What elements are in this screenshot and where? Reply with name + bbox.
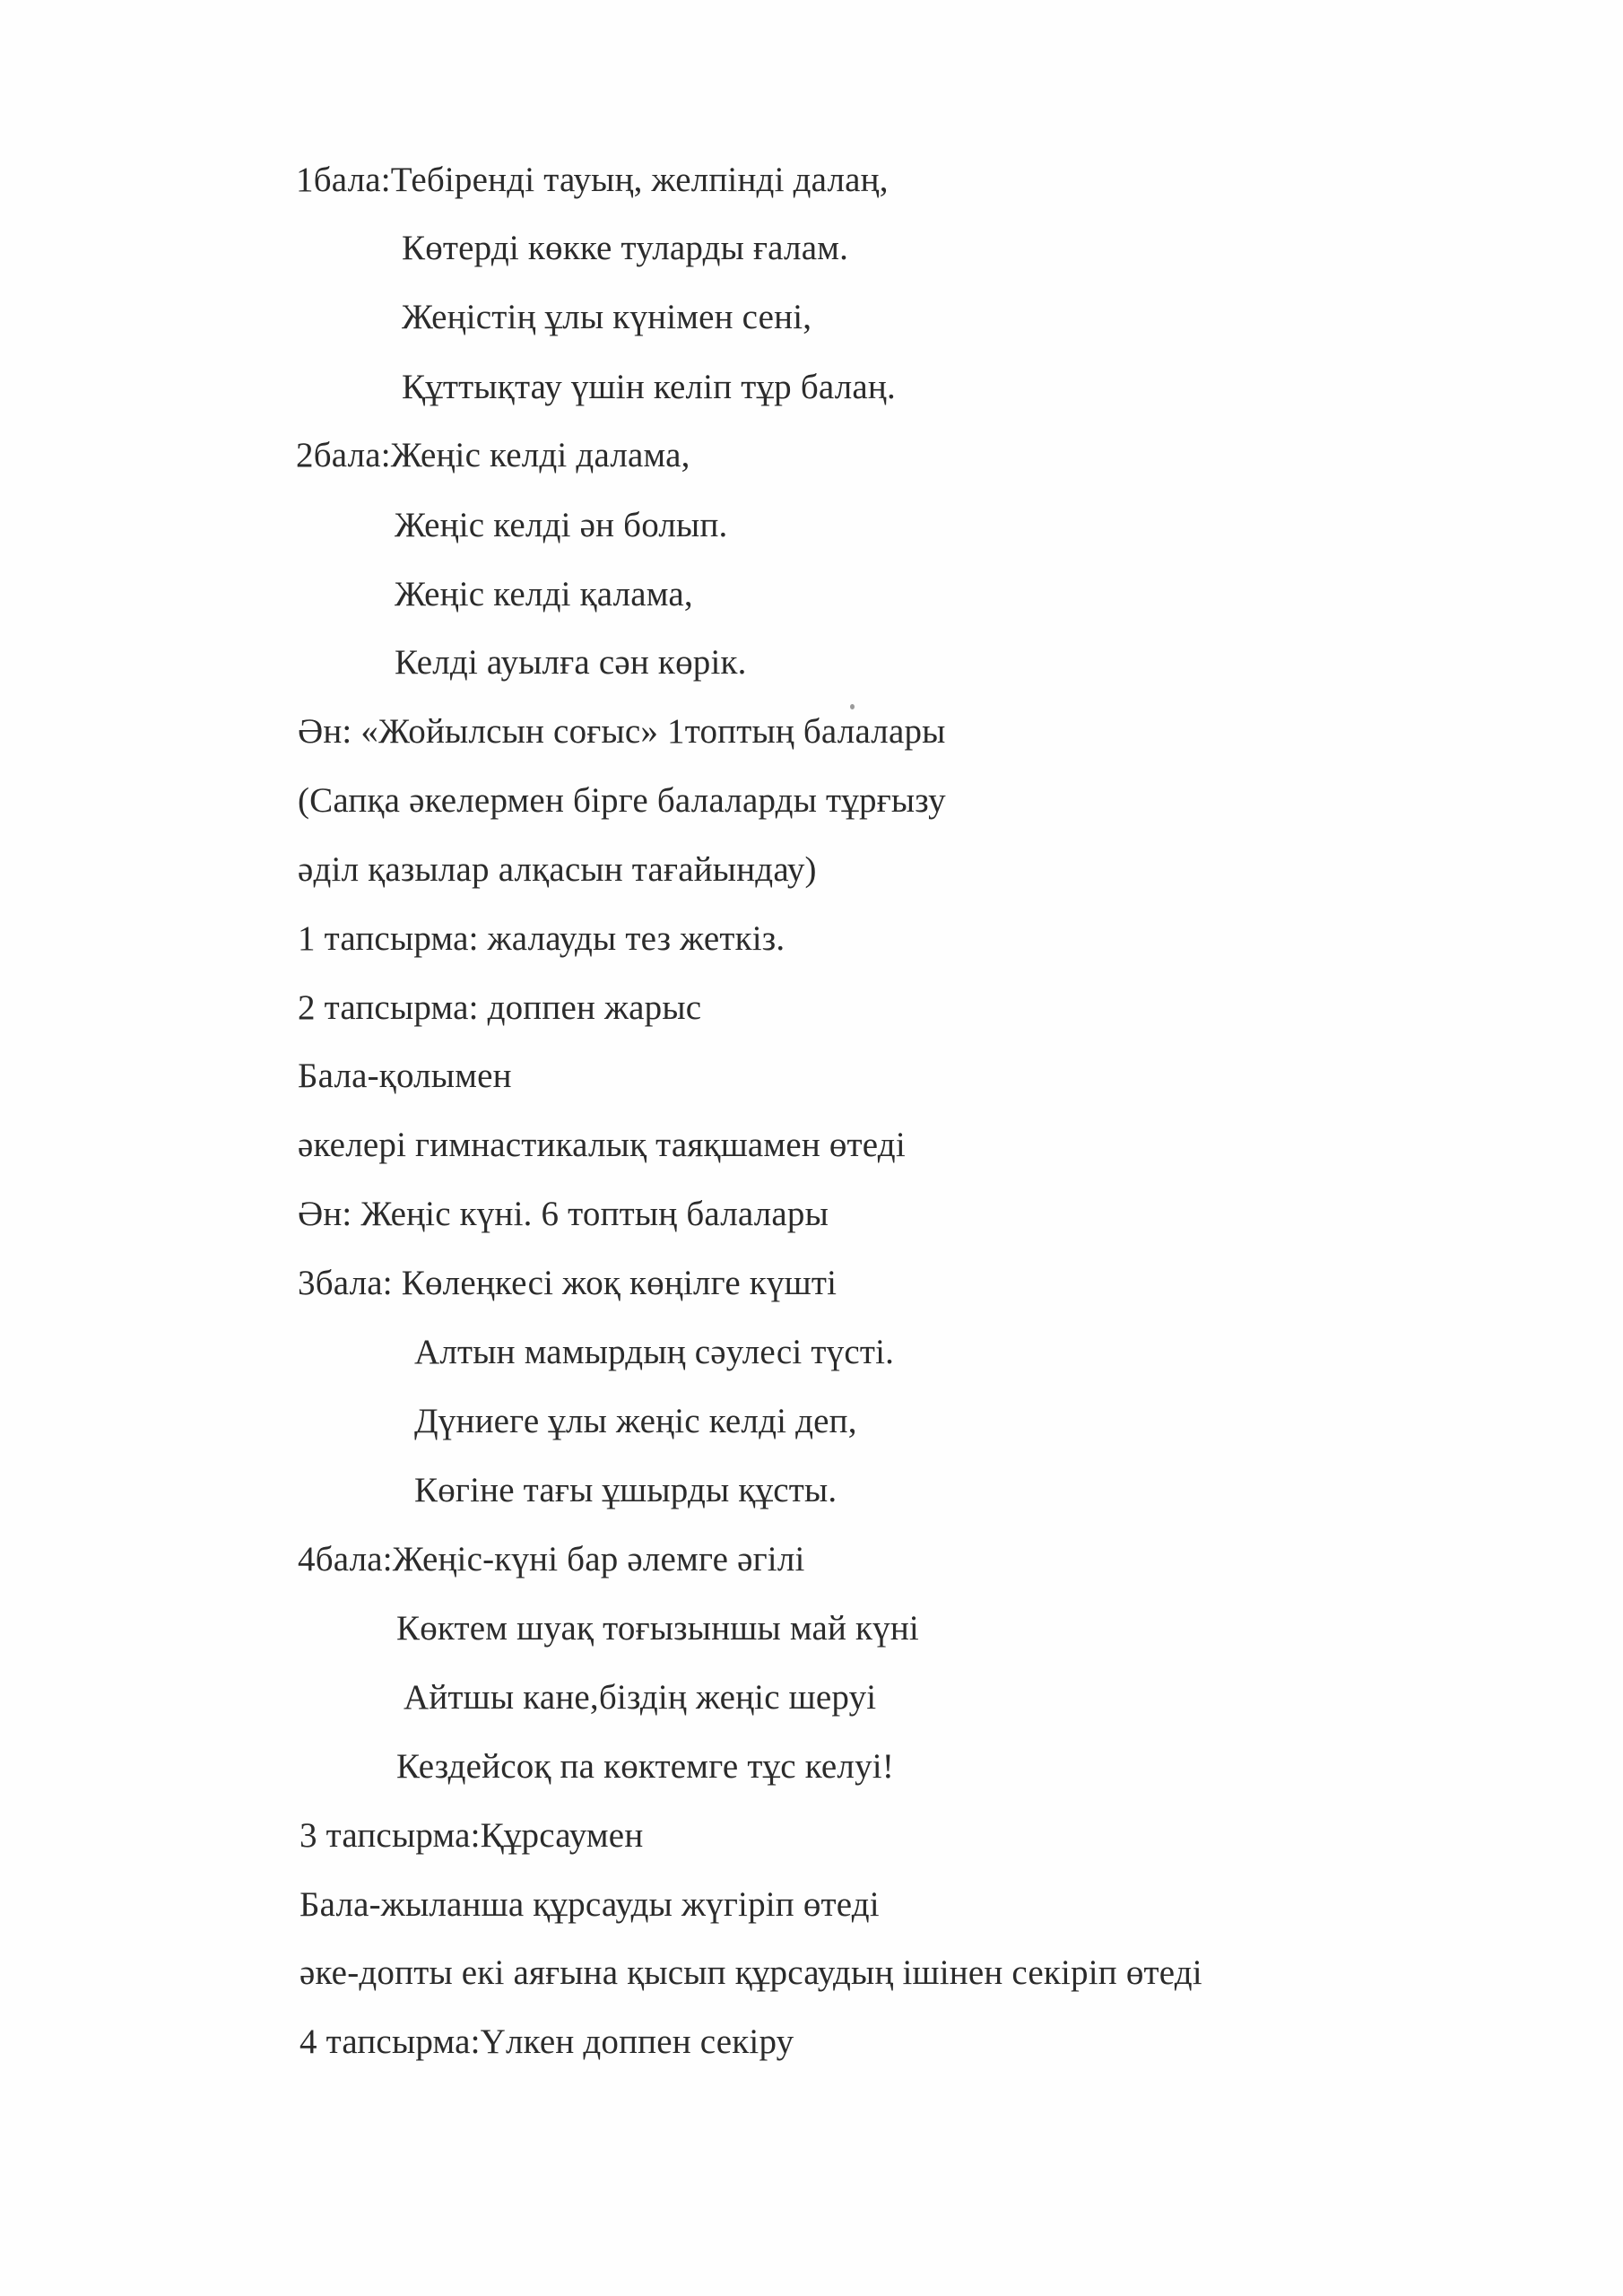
text-line: әке-допты екі аяғына қысып құрсаудың ішінен секіріп өтеді xyxy=(299,1953,1202,1992)
text-line: 4бала:Жеңіс-күні бар әлемге әгілі xyxy=(298,1540,805,1578)
text-line: 2бала:Жеңіс келді далама, xyxy=(296,436,690,474)
text-line: Ән: Жеңіс күні. 6 топтың балалары xyxy=(298,1195,829,1233)
text-line: 2 тапсырма: доппен жарыс xyxy=(298,988,702,1027)
text-line: 4 тапсырма:Үлкен доппен секіру xyxy=(299,2022,794,2061)
text-line: Құттықтау үшін келіп тұр балаң. xyxy=(402,368,896,406)
text-line: 1 тапсырма: жалауды тез жеткіз. xyxy=(298,919,785,958)
text-line: Дүниеге ұлы жеңіс келді деп, xyxy=(414,1402,857,1440)
text-line: әкелері гимнастикалық таяқшамен өтеді xyxy=(298,1126,906,1164)
text-line: Айтшы кане,біздің жеңіс шеруі xyxy=(404,1678,877,1717)
text-line: (Сапқа әкелермен бірге балаларды тұрғызу xyxy=(298,781,946,820)
text-line: әділ қазылар алқасын тағайындау) xyxy=(298,850,817,889)
text-line: Көтерді көкке туларды ғалам. xyxy=(402,229,849,267)
text-line: Жеңіс келді ән болып. xyxy=(395,506,728,544)
text-line: 1бала:Тебіренді тауың, желпінді далаң, xyxy=(296,161,889,199)
text-line: 3 тапсырма:Құрсаумен xyxy=(299,1816,644,1855)
text-line: Бала-қолымен xyxy=(298,1057,512,1095)
text-line: Бала-жыланша құрсауды жүгіріп өтеді xyxy=(299,1885,880,1924)
text-line: Көгіне тағы ұшырды құсты. xyxy=(414,1471,838,1509)
text-line: Көктем шуақ тоғызыншы май күні xyxy=(396,1609,919,1648)
text-line: Келді ауылға сән көрік. xyxy=(395,643,747,682)
text-line: 3бала: Көлеңкесі жоқ көңілге күшті xyxy=(298,1264,838,1302)
text-line: Кездейсоқ па көктемге тұс келуі! xyxy=(396,1747,895,1786)
text-line: Жеңістің ұлы күнімен сені, xyxy=(402,298,812,336)
text-line: Алтын мамырдың сәулесі түсті. xyxy=(414,1333,895,1371)
text-line: Жеңіс келді қалама, xyxy=(395,575,693,613)
text-line: Ән: «Жойылсын соғыс» 1топтың балалары xyxy=(298,712,946,751)
scan-speck xyxy=(850,704,855,709)
